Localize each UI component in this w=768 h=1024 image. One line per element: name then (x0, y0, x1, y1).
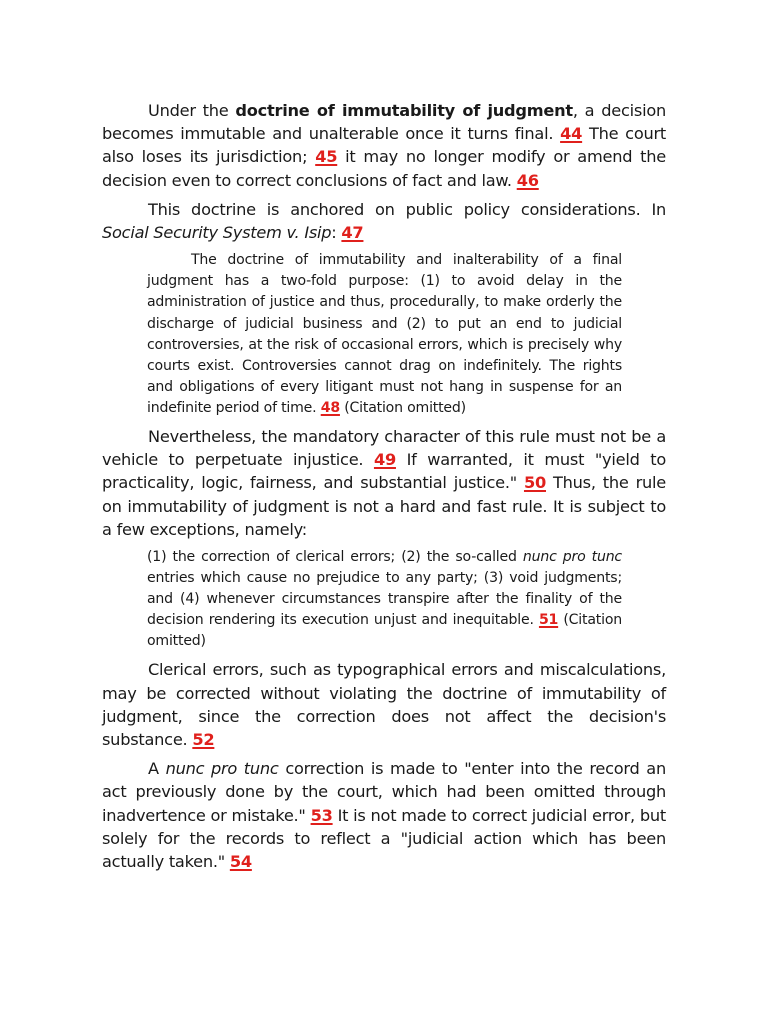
text: It is not made to correct judicial error, but solely for the records to reflect a "judicial action which has been actually taken." (102, 805, 666, 872)
text: correction is made to "enter into the record an act previously done by the court, which had been omitted through inadvertence or mistake." (102, 759, 666, 825)
text: The court also loses its jurisdiction; (102, 124, 666, 167)
latin-term: nunc pro tunc (522, 548, 622, 565)
footnote-link-45[interactable]: 45 (315, 147, 338, 167)
bold-term: doctrine of immutability of judgment (235, 101, 573, 120)
footnote-link-50[interactable]: 50 (523, 473, 546, 493)
text: it may no longer modify or amend the decision even to correct conclusions of fact and law. (102, 147, 666, 190)
text: , a decision becomes immutable and unalterable once it turns final. (102, 101, 666, 144)
latin-term: nunc pro tunc (165, 759, 279, 779)
text: Nevertheless, the mandatory character of this rule must not be a vehicle to perpetuate injustice. (102, 426, 666, 470)
footnote-link-52[interactable]: 52 (192, 730, 215, 750)
quote-text: (1) the correction of clerical errors; (2) the so-called (147, 548, 523, 565)
text: : (331, 223, 342, 243)
paragraph-nunc-pro-tunc (102, 757, 666, 873)
text: Clerical errors, such as typographical errors and miscalculations, may be corrected without violating the doctrine of immutability of judgment, since the correction does not affect the decision's substance. (102, 660, 666, 750)
text: Under the (148, 101, 236, 120)
block-quote-isip (147, 250, 622, 419)
footnote-link-53[interactable]: 53 (310, 805, 333, 825)
text: This doctrine is anchored on public policy considerations. In (148, 199, 666, 219)
case-name: Social Security System v. Isip (102, 223, 332, 243)
footnote-link-49[interactable]: 49 (373, 450, 396, 470)
footnote-link-47[interactable]: 47 (341, 223, 364, 243)
quote-text: entries which cause no prejudice to any party; (3) void judgments; and (4) whenever circumstances transpire after the finality of the decision rendering its execution unjust and inequitable. (147, 570, 622, 629)
text: A (148, 759, 166, 779)
text: Thus, the rule on immutability of judgment is not a hard and fast rule. It is subject to a few exceptions, namely: (102, 473, 667, 539)
paragraph-public-policy (102, 198, 666, 244)
text: If warranted, it must "yield to practicality, logic, fairness, and substantial justice." (102, 450, 666, 493)
paragraph-exceptions (102, 425, 666, 541)
footnote-link-48[interactable]: 48 (320, 399, 340, 416)
footnote-link-44[interactable]: 44 (560, 124, 583, 144)
footnote-link-51[interactable]: 51 (538, 612, 559, 629)
citation-note: (Citation omitted) (339, 399, 466, 416)
citation-note: (Citation omitted) (147, 612, 622, 650)
paragraph-clerical-errors (102, 658, 666, 751)
paragraph-immutability-doctrine (102, 99, 666, 192)
quote-text: The doctrine of immutability and inalterability of a final judgment has a two-fold purpose: (1) to avoid delay in the administration of justice and thus, procedurally, to make orderly the discharge of judicial business and (2) to put an end to judicial controversies, at the risk of occasional errors, which is precisely why courts exist. Controversies cannot drag on indefinitely. The rights and obligations of every litigant must not hang in suspense for an indefinite period of time. (147, 252, 622, 416)
block-quote-exceptions-list (147, 547, 622, 652)
footnote-link-54[interactable]: 54 (229, 852, 252, 872)
footnote-link-46[interactable]: 46 (516, 170, 539, 190)
